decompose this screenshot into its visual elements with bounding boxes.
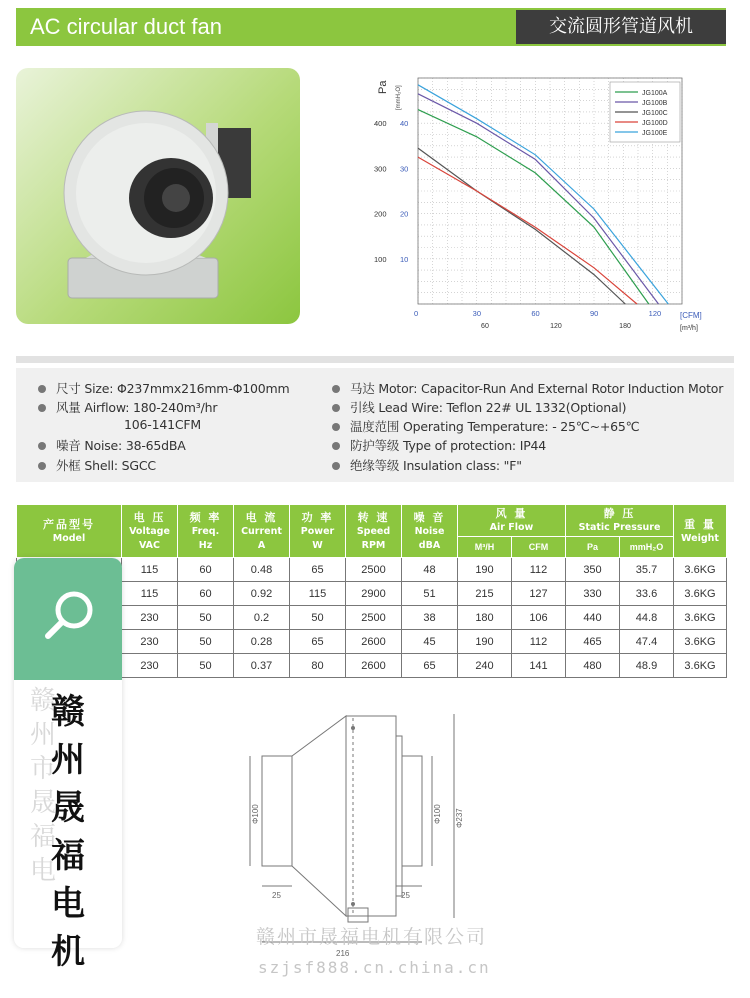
- chart-legend: [610, 82, 680, 142]
- y-axis-label: Pa: [377, 80, 389, 94]
- company-name: 赣州晟福电机: [51, 692, 85, 972]
- table-cell: 215: [458, 582, 512, 606]
- table-cell: 50: [178, 654, 234, 678]
- y-tick-label: 200: [374, 209, 387, 219]
- table-cell: 2500: [346, 558, 402, 582]
- table-cell: 127: [512, 582, 566, 606]
- table-cell: 3.6KG: [674, 558, 727, 582]
- table-cell: 65: [402, 654, 458, 678]
- table-cell: 240: [458, 654, 512, 678]
- col-model: 产品型号 Model: [17, 505, 122, 558]
- spec-insulation: 绝缘等级 Insulation class: "F": [332, 456, 522, 474]
- col-airflow: 风 量 Air Flow: [458, 505, 566, 537]
- y-axis-label-alt: [mmH₂O]: [396, 85, 402, 110]
- col-power: 功 率 Power W: [290, 505, 346, 558]
- spec-lead-wire: 引线 Lead Wire: Teflon 22# UL 1332(Optional): [332, 398, 626, 416]
- table-cell: 38: [402, 606, 458, 630]
- x-tick-label: 90: [590, 309, 599, 318]
- table-cell: 230: [122, 654, 178, 678]
- table-cell: 47.4: [620, 630, 674, 654]
- table-cell: 60: [178, 582, 234, 606]
- col-current: 电 流 Current A: [234, 505, 290, 558]
- table-cell: 112: [512, 558, 566, 582]
- performance-chart: [360, 70, 730, 340]
- bullet-icon: [332, 385, 340, 393]
- table-cell: 115: [290, 582, 346, 606]
- spec-airflow: 风量 Airflow: 180-240m³/hr: [38, 398, 217, 416]
- legend-entry: JG100C: [642, 110, 668, 117]
- table-cell: 230: [122, 630, 178, 654]
- col-static-pressure: 静 压 Static Pressure: [566, 505, 674, 537]
- fan-illustration: [16, 68, 300, 324]
- page-title-cn: 交流圆形管道风机: [516, 10, 726, 44]
- table-cell: 80: [290, 654, 346, 678]
- search-button[interactable]: [14, 558, 122, 680]
- table-cell: 465: [566, 630, 620, 654]
- dim-100-left: Φ100: [251, 804, 260, 824]
- table-row: [17, 558, 727, 582]
- x-axis-label-alt: [m³/h]: [680, 325, 698, 332]
- watermark-company: 赣州市晟福电机有限公司: [256, 926, 488, 948]
- col-speed: 转 速 Speed RPM: [346, 505, 402, 558]
- dim-25-right: 25: [401, 891, 410, 900]
- table-cell: 0.48: [234, 558, 290, 582]
- product-photo: [16, 68, 300, 324]
- col-noise: 噪 音 Noise dBA: [402, 505, 458, 558]
- table-cell: 65: [290, 630, 346, 654]
- table-cell: 2600: [346, 630, 402, 654]
- table-cell: 440: [566, 606, 620, 630]
- y-tick-label-alt: 10: [400, 254, 409, 264]
- table-cell: 106: [512, 606, 566, 630]
- spec-shell: 外框 Shell: SGCC: [38, 456, 156, 474]
- table-cell: 2600: [346, 654, 402, 678]
- table-cell: 50: [290, 606, 346, 630]
- search-overlay-card[interactable]: [14, 558, 122, 972]
- terminal-box-icon: [348, 908, 368, 922]
- spec-motor: 马达 Motor: Capacitor-Run And External Rotor Induction Motor: [332, 379, 723, 397]
- x-tick-label: 120: [648, 309, 662, 318]
- table-cell: 2500: [346, 606, 402, 630]
- bullet-icon: [38, 404, 46, 412]
- bullet-icon: [332, 404, 340, 412]
- x-tick-label: 30: [472, 309, 482, 318]
- x-axis-label: [CFM]: [680, 311, 702, 320]
- dim-216: 216: [336, 949, 350, 958]
- table-cell: 0.28: [234, 630, 290, 654]
- table-cell: 65: [290, 558, 346, 582]
- table-cell: 180: [458, 606, 512, 630]
- x-tick-label-alt: 120: [550, 323, 562, 330]
- y-tick-label-alt: 40: [400, 119, 409, 129]
- dim-237: Φ237: [455, 808, 464, 828]
- y-tick-label: 100: [374, 254, 387, 264]
- legend-entry: JG100B: [642, 100, 668, 107]
- table-cell: 115: [122, 558, 178, 582]
- y-tick-label-alt: 30: [400, 164, 409, 174]
- table-row: [17, 582, 727, 606]
- spec-table: [16, 504, 727, 678]
- col-cfm: CFM: [512, 537, 566, 558]
- table-cell: 50: [178, 606, 234, 630]
- col-voltage: 电 压 Voltage VAC: [122, 505, 178, 558]
- table-cell: 3.6KG: [674, 582, 727, 606]
- x-tick-label: 60: [531, 309, 540, 318]
- table-cell: 33.6: [620, 582, 674, 606]
- series-line-jg100d: [418, 157, 637, 304]
- table-row: [17, 630, 727, 654]
- y-tick-label-alt: 20: [400, 209, 409, 219]
- header-bar: [16, 8, 726, 46]
- col-mmh2o: mmH₂O: [620, 537, 674, 558]
- table-cell: 3.6KG: [674, 654, 727, 678]
- table-cell: 350: [566, 558, 620, 582]
- table-cell: 3.6KG: [674, 606, 727, 630]
- table-cell: 3.6KG: [674, 630, 727, 654]
- x-tick-label: 0: [414, 309, 419, 318]
- table-cell: 330: [566, 582, 620, 606]
- spec-temperature: 温度范围 Operating Temperature: - 25℃~+65℃: [332, 417, 640, 435]
- table-cell: 0.37: [234, 654, 290, 678]
- overlay-ghost-text: 赣州市晟福电: [30, 686, 57, 886]
- spec-protection: 防护等级 Type of protection: IP44: [332, 436, 546, 454]
- table-cell: 51: [402, 582, 458, 606]
- col-freq: 频 率 Freq. Hz: [178, 505, 234, 558]
- bullet-icon: [332, 462, 340, 470]
- bullet-icon: [38, 462, 46, 470]
- table-cell: 0.92: [234, 582, 290, 606]
- col-pa: Pa: [566, 537, 620, 558]
- col-m3h: M³/H: [458, 537, 512, 558]
- col-weight: 重 量 Weight: [674, 505, 727, 558]
- table-cell: 60: [178, 558, 234, 582]
- table-cell: 35.7: [620, 558, 674, 582]
- table-cell: 48.9: [620, 654, 674, 678]
- legend-entry: JG100A: [642, 90, 668, 97]
- y-tick-label: 400: [374, 119, 387, 129]
- table-cell: 44.8: [620, 606, 674, 630]
- spec-noise: 噪音 Noise: 38-65dBA: [38, 436, 186, 454]
- dim-25-left: 25: [272, 891, 281, 900]
- section-divider: [16, 356, 734, 363]
- table-row: [17, 654, 727, 678]
- table-row: [17, 606, 727, 630]
- table-cell: 2900: [346, 582, 402, 606]
- bullet-icon: [38, 385, 46, 393]
- bullet-icon: [332, 423, 340, 431]
- bolt-icon: [351, 726, 355, 730]
- table-cell: 115: [122, 582, 178, 606]
- performance-chart-svg: [360, 70, 730, 340]
- table-cell: 0.2: [234, 606, 290, 630]
- legend-entry: JG100D: [642, 120, 668, 127]
- x-tick-label-alt: 60: [481, 323, 489, 330]
- legend-entry: JG100E: [642, 130, 668, 137]
- search-icon: [14, 558, 122, 680]
- table-cell: 190: [458, 558, 512, 582]
- table-cell: 480: [566, 654, 620, 678]
- watermark-url: szjsf888.cn.china.cn: [258, 958, 491, 977]
- table-cell: 112: [512, 630, 566, 654]
- table-cell: 141: [512, 654, 566, 678]
- x-tick-label-alt: 180: [619, 323, 631, 330]
- bullet-icon: [38, 442, 46, 450]
- bullet-icon: [332, 442, 340, 450]
- table-cell: 190: [458, 630, 512, 654]
- y-tick-label: 300: [374, 164, 387, 174]
- bolt-icon: [351, 902, 355, 906]
- table-cell: 50: [178, 630, 234, 654]
- spec-airflow-cfm: 106-141CFM: [124, 417, 201, 432]
- page-title: AC circular duct fan: [30, 14, 222, 39]
- table-cell: 45: [402, 630, 458, 654]
- table-cell: 48: [402, 558, 458, 582]
- table-cell: 230: [122, 606, 178, 630]
- spec-panel: [16, 368, 734, 482]
- spec-size: 尺寸 Size: Φ237mmx216mm-Φ100mm: [38, 379, 289, 397]
- dim-100-right: Φ100: [433, 804, 442, 824]
